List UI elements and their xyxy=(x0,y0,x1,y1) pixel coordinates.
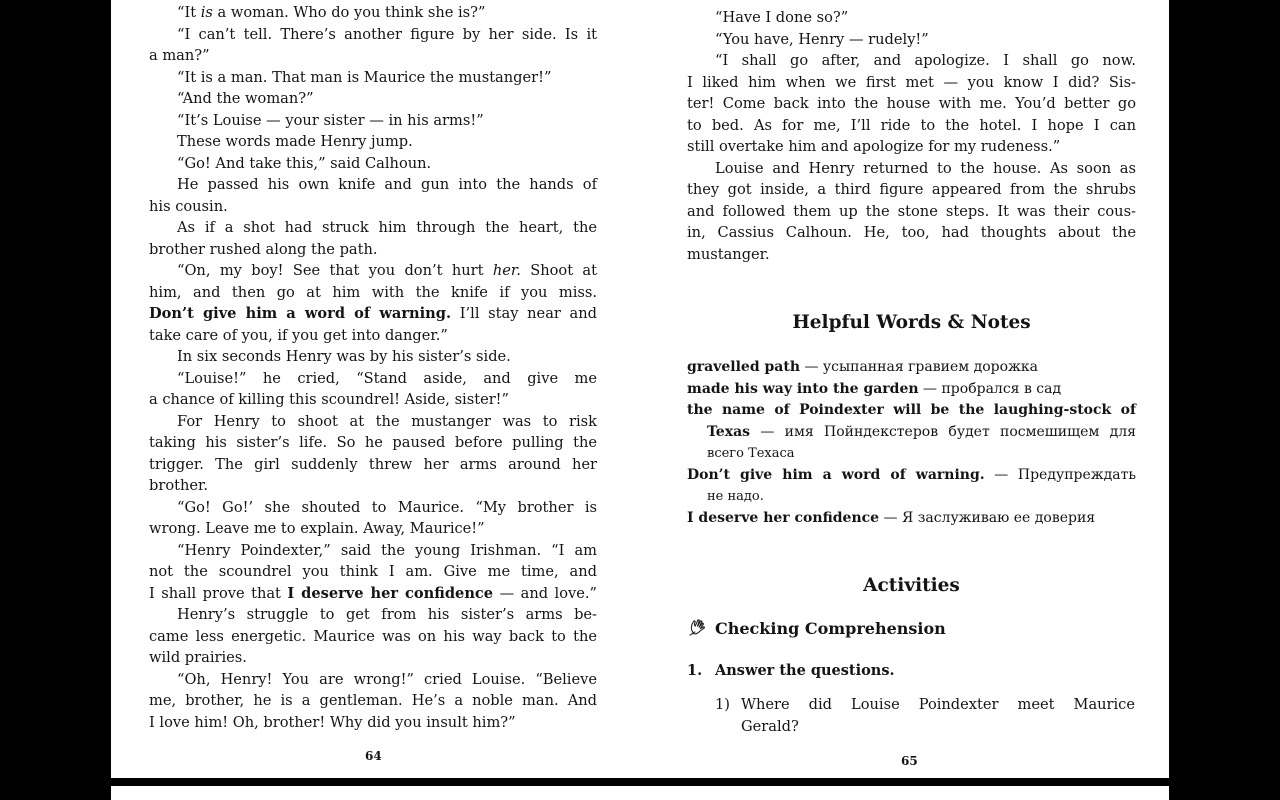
text-line: trigger. The girl suddenly threw her arms around her xyxy=(149,455,597,473)
text-line: For Henry to shoot at the mustanger was to risk xyxy=(177,412,597,430)
glossary-entry: gravelled path — усыпанная гравием дорожка xyxy=(687,359,1038,375)
task-1 xyxy=(687,662,895,679)
text-line: I shall prove that I deserve her confidence — and love.” xyxy=(149,584,597,602)
text-line: not the scoundrel you think I am. Give me time, and xyxy=(149,563,597,580)
book-spread xyxy=(111,0,1169,778)
page-number-right: 65 xyxy=(901,754,918,768)
glossary-entry: I deserve her confidence — Я заслуживаю ее доверия xyxy=(687,509,1096,526)
text-line: I love him! Oh, brother! Why did you insult him?” xyxy=(149,713,516,731)
question-1 xyxy=(715,694,1135,737)
left-page-text xyxy=(149,2,597,733)
text-line: I liked him when we first met — you know I did? Sis- xyxy=(687,73,1136,91)
text-line: a chance of killing this scoundrel! Aside, sister!” xyxy=(149,391,510,408)
text-line: “Henry Poindexter,” said the young Irishman. “I am xyxy=(177,541,597,559)
glossary-entry: made his way into the garden — пробрался в сад xyxy=(687,380,1062,397)
text-line: “It’s Louise — your sister — in his arms!” xyxy=(177,111,484,129)
text-line: brother. xyxy=(149,477,209,494)
text-line: wild prairies. xyxy=(149,649,247,666)
text-line: “I shall go after, and apologize. I shall go now. xyxy=(715,52,1136,69)
text-line: “It is a man. That man is Maurice the mustanger!” xyxy=(177,68,552,86)
text-line: “I can’t tell. There’s another figure by her side. Is it xyxy=(177,25,597,43)
task-1-label: Answer the questions. xyxy=(715,662,895,679)
activities-heading: Activities xyxy=(863,575,960,596)
text-line: to bed. As for me, I’ll ride to the hotel. I hope I can xyxy=(687,116,1136,134)
checking-comprehension xyxy=(687,617,946,639)
right-page-text xyxy=(687,7,1136,265)
text-line: his cousin. xyxy=(149,197,228,215)
question-1-number: 1) xyxy=(715,696,730,713)
question-1-line: Gerald? xyxy=(741,717,799,735)
text-line: “It is a woman. Who do you think she is?” xyxy=(177,4,486,21)
text-line: “And the woman?” xyxy=(177,90,314,107)
glossary-entry: Texas — имя Пойндекстеров будет посмешищем для xyxy=(707,423,1136,440)
text-line: in, Cassius Calhoun. He, too, had thoughts about the xyxy=(687,224,1136,241)
text-line: “Have I done so?” xyxy=(715,9,849,26)
task-1-number: 1. xyxy=(687,662,703,679)
text-line: me, brother, he is a gentleman. He’s a noble man. And xyxy=(149,692,597,709)
text-line: Henry’s struggle to get from his sister’s arms be- xyxy=(177,606,597,623)
text-line: taking his sister’s life. So he paused before pulling the xyxy=(149,434,597,451)
text-line: “Go! Go!’ she shouted to Maurice. “My brother is xyxy=(177,498,597,516)
text-line: still overtake him and apologize for my rudeness.” xyxy=(687,138,1061,155)
text-line: mustanger. xyxy=(687,245,770,263)
glossary xyxy=(687,357,1136,529)
text-line: take care of you, if you get into danger.” xyxy=(149,326,448,344)
text-line: As if a shot had struck him through the heart, the xyxy=(177,219,597,236)
checking-comprehension-label: Checking Comprehension xyxy=(715,618,946,638)
text-line: “Louise!” he cried, “Stand aside, and give me xyxy=(177,369,597,387)
text-line: brother rushed along the path. xyxy=(149,240,378,258)
writing-hand-icon xyxy=(687,617,709,639)
text-line: and followed them up the stone steps. It was their cous- xyxy=(687,202,1136,220)
glossary-entry: Don’t give him a word of warning. — Предупреждать xyxy=(687,466,1136,483)
glossary-entry: the name of Poindexter will be the laughing-stock of xyxy=(687,402,1136,418)
text-line: him, and then go at him with the knife if you miss. xyxy=(149,283,597,301)
text-line: “Oh, Henry! You are wrong!” cried Louise. “Believe xyxy=(177,670,597,688)
text-line: ter! Come back into the house with me. You’d better go xyxy=(687,95,1136,112)
next-spread-edge xyxy=(111,786,1169,800)
text-line: Louise and Henry returned to the house. As soon as xyxy=(715,159,1136,177)
text-line: “You have, Henry — rudely!” xyxy=(715,30,929,48)
text-line: wrong. Leave me to explain. Away, Maurice!” xyxy=(149,520,485,537)
page-number-left: 64 xyxy=(365,749,382,763)
text-line: a man?” xyxy=(149,47,210,64)
text-line: In six seconds Henry was by his sister’s side. xyxy=(177,348,511,365)
text-line: Don’t give him a word of warning. I’ll stay near and xyxy=(149,305,597,322)
glossary-entry: не надо. xyxy=(707,489,764,504)
helpful-words-heading: Helpful Words & Notes xyxy=(792,312,1031,333)
text-line: “Go! And take this,” said Calhoun. xyxy=(177,154,432,172)
text-line: These words made Henry jump. xyxy=(177,133,413,150)
text-line: came less energetic. Maurice was on his way back to the xyxy=(149,627,597,645)
text-line: He passed his own knife and gun into the hands of xyxy=(177,176,597,193)
text-line: they got inside, a third figure appeared from the shrubs xyxy=(687,181,1136,198)
glossary-entry: всего Техаса xyxy=(707,446,795,461)
question-1-line: 1) Where did Louise Poindexter meet Maurice xyxy=(715,694,1135,716)
text-line: “On, my boy! See that you don’t hurt her. Shoot at xyxy=(177,262,598,279)
